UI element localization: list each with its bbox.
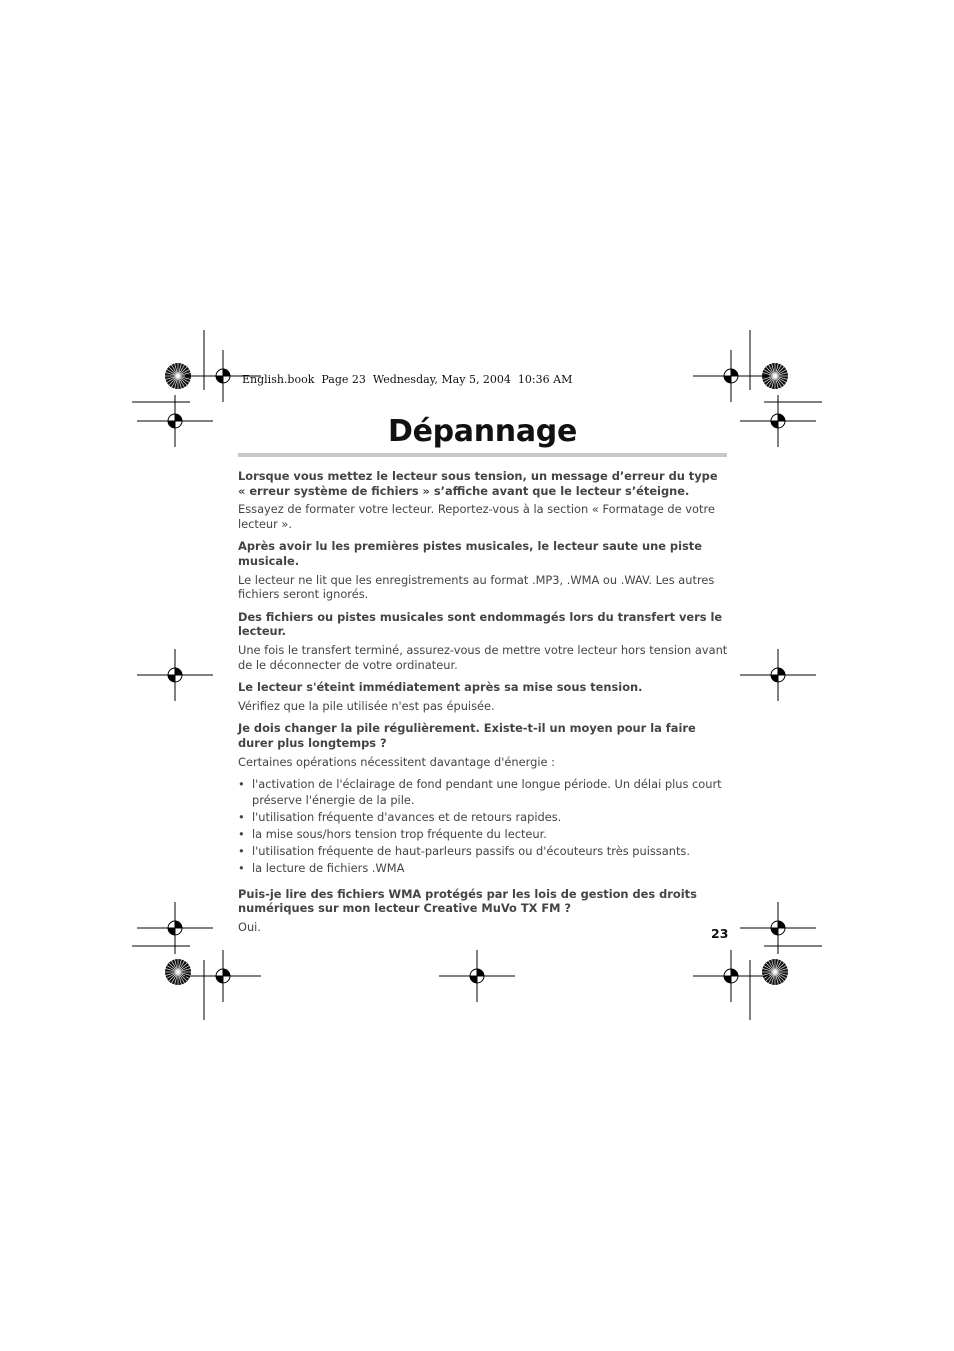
faq-answer: Vérifiez que la pile utilisée n'est pas épuisée.	[238, 698, 495, 713]
faq-item	[238, 539, 728, 601]
page-title: Dépannage	[387, 414, 578, 449]
list-item: • l'utilisation fréquente d'avances et de retours rapides.	[238, 810, 728, 826]
list-item: • l'utilisation fréquente de haut-parleurs passifs ou d'écouteurs très puissants.	[238, 844, 728, 860]
faq-question: Lorsque vous mettez le lecteur sous tension, un message d’erreur du type « erreur système de fichiers » s’affiche avant que le lecteur s’éteigne.	[238, 469, 718, 498]
faq-question: Puis-je lire des fichiers WMA protégés par les lois de gestion des droits numériques sur mon lecteur Creative MuVo TX FM ?	[238, 886, 697, 916]
faq-item	[238, 721, 728, 876]
faq-answer: Une fois le transfert terminé, assurez-vous de mettre votre lecteur hors tension avant de le déconnecter de votre ordinateur.	[238, 642, 728, 672]
faq-question: Je dois changer la pile régulièrement. Existe-t-il un moyen pour la faire durer plus longtemps ?	[238, 721, 696, 750]
faq-answer: Essayez de formater votre lecteur. Reportez-vous à la section « Formatage de votre lecteur ».	[238, 502, 715, 531]
faq-item	[238, 469, 728, 531]
faq-question: Des fichiers ou pistes musicales sont endommagés lors du transfert vers le lecteur.	[238, 609, 723, 639]
faq-answer: Oui.	[238, 919, 261, 934]
faq-question: Après avoir lu les premières pistes musicales, le lecteur saute une piste musicale.	[238, 539, 702, 568]
faq-answer: Certaines opérations nécessitent davantage d'énergie :	[238, 754, 555, 769]
list-item: • l'activation de l'éclairage de fond pendant une longue période. Un délai plus court préserve l'énergie de la pile.	[238, 777, 728, 808]
faq-item	[238, 680, 728, 713]
troubleshooting-content	[238, 469, 728, 942]
faq-answer: Le lecteur ne lit que les enregistrements au format .MP3, .WMA ou .WAV. Les autres fichiers seront ignorés.	[238, 572, 715, 602]
list-item: • la lecture de fichiers .WMA	[238, 861, 728, 877]
list-item: • la mise sous/hors tension trop fréquente du lecteur.	[238, 827, 728, 843]
bullet-list	[238, 777, 728, 876]
faq-item	[238, 887, 728, 935]
book-info-header: English.book Page 23 Wednesday, May 5, 2004 10:36 AM	[242, 373, 573, 386]
page-number: 23	[711, 926, 729, 941]
title-underline	[238, 453, 727, 457]
faq-item	[238, 610, 728, 672]
faq-question: Le lecteur s'éteint immédiatement après sa mise sous tension.	[238, 680, 643, 695]
